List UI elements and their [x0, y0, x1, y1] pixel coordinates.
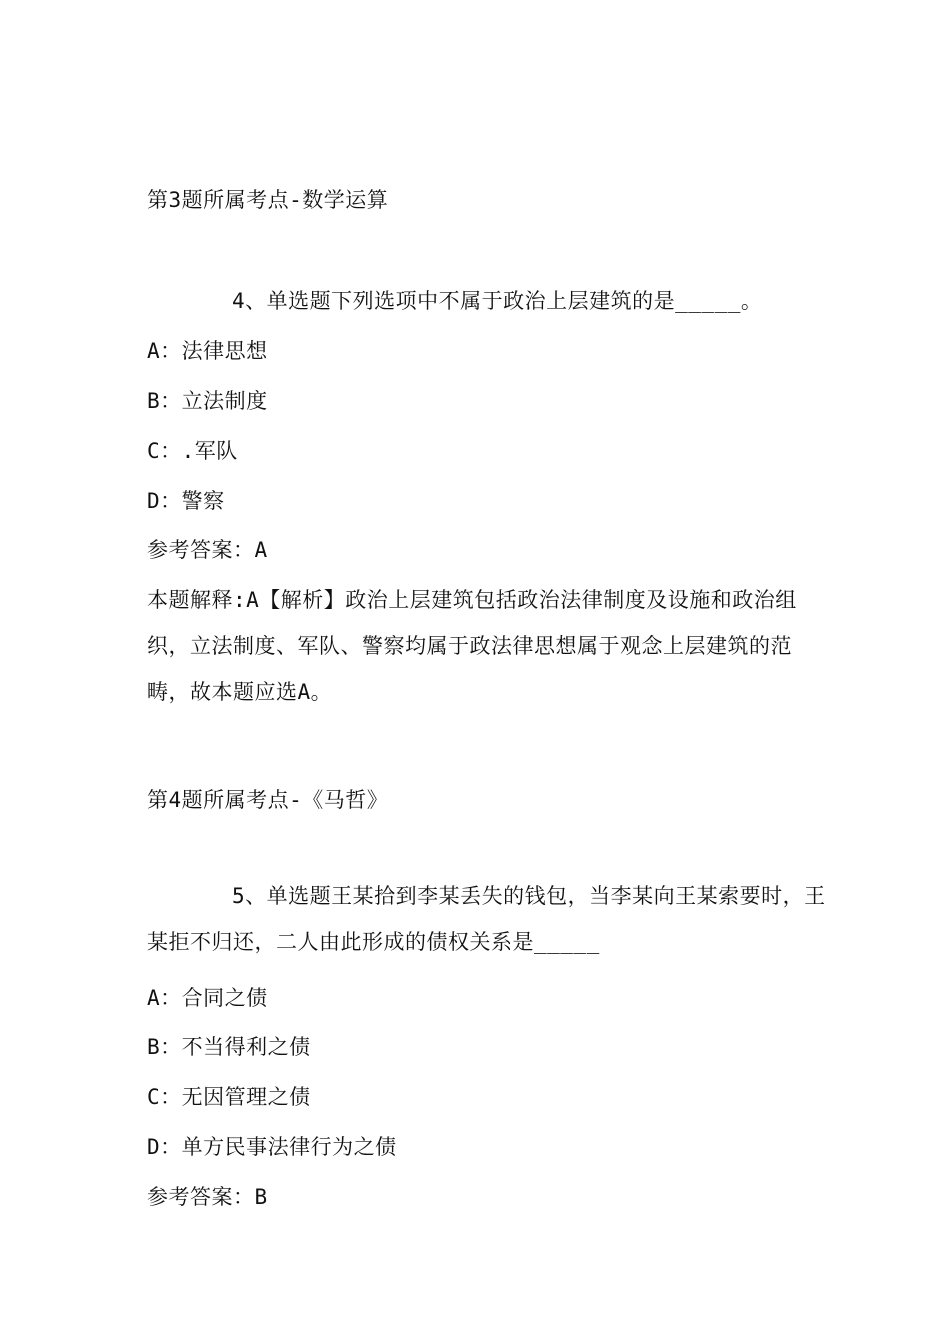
q5-stem-block [147, 873, 827, 965]
q5-stem: 5、单选题王某拾到李某丢失的钱包，当李某向王某索要时，王某拒不归还，二人由此形成的债权关系是_____ [147, 884, 826, 954]
q4-explanation: 本题解释:A【解析】政治上层建筑包括政治法律制度及设施和政治组织，立法制度、军队、警察均属于政法律思想属于观念上层建筑的范畴，故本题应选A。 [147, 588, 797, 704]
q5-option-a: A：合同之债 [147, 986, 268, 1010]
q5-option-c: C：无因管理之债 [147, 1085, 311, 1109]
q5-option-d: D：单方民事法律行为之债 [147, 1135, 397, 1159]
q5-option-b: B：不当得利之债 [147, 1035, 311, 1059]
q4-topic: 第4题所属考点-《马哲》 [147, 788, 389, 812]
q5-answer: 参考答案：B [147, 1185, 268, 1209]
q4-option-a: A：法律思想 [147, 339, 268, 363]
q4-answer: 参考答案：A [147, 538, 268, 562]
q4-option-c: C：.军队 [147, 439, 238, 463]
q3-topic: 第3题所属考点-数学运算 [147, 188, 389, 212]
q4-option-b: B：立法制度 [147, 389, 268, 413]
q4-option-d: D：警察 [147, 489, 225, 513]
q4-stem: 4、单选题下列选项中不属于政治上层建筑的是_____。 [232, 289, 763, 313]
